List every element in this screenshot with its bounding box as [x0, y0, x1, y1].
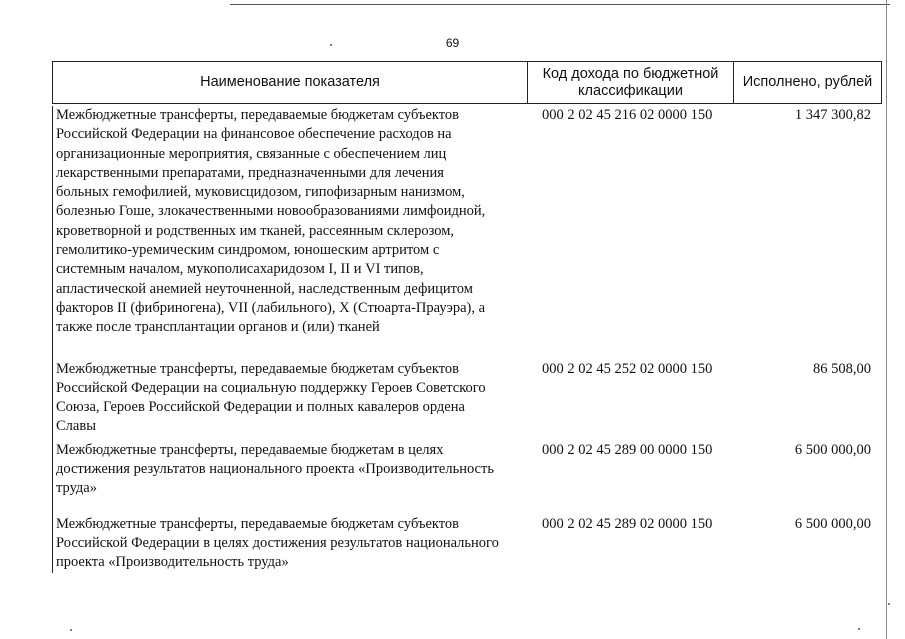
indicator-name-line: Славы — [56, 418, 96, 435]
table-header — [52, 61, 882, 104]
indicator-name-line: апластической анемией неуточненной, наследственным дефицитом — [56, 280, 473, 297]
indicator-name-line: Межбюджетные трансферты, передаваемые бюджетам в целях — [56, 441, 444, 458]
header-income-code: Код дохода по бюджетной классификации — [528, 62, 734, 103]
budget-table — [52, 61, 882, 573]
indicator-name-line: Российской Федерации в целях достижения результатов национального — [56, 534, 499, 551]
page-number: 69 — [445, 36, 460, 50]
scan-speck — [70, 629, 72, 631]
table-row — [53, 515, 882, 573]
table-body — [52, 106, 882, 573]
income-code-cell: 000 2 02 45 216 02 0000 150 — [542, 107, 713, 123]
table-row — [53, 441, 882, 499]
indicator-name-line: лекарственными препаратами, предназначенными для лечения — [56, 164, 444, 181]
scan-speck — [888, 603, 890, 605]
indicator-name-cell — [53, 106, 528, 338]
indicator-name-line: также после трансплантации органов и (или) тканей — [56, 319, 380, 336]
header-indicator-name: Наименование показателя — [53, 62, 528, 103]
indicator-name-line: труда» — [56, 480, 97, 497]
income-code-cell: 000 2 02 45 289 02 0000 150 — [542, 515, 713, 532]
scan-speck — [330, 44, 332, 46]
table-row — [53, 106, 882, 338]
indicator-name-line: гемолитико-уремическим синдромом, юношеским артритом с — [56, 242, 440, 259]
indicator-name-line: Российской Федерации на социальную поддержку Героев Советского — [56, 379, 486, 396]
header-executed-amount: Исполнено, рублей — [742, 74, 873, 90]
indicator-name-line: Российской Федерации на финансовое обеспечение расходов на — [56, 126, 452, 143]
indicator-name-cell — [53, 441, 528, 499]
executed-amount-cell: 1 347 300,82 — [794, 107, 871, 123]
indicator-name-line: больных гемофилией, муковисцидозом, гипофизарным нанизмом, — [56, 184, 465, 201]
executed-amount-cell: 6 500 000,00 — [794, 515, 871, 532]
scan-border-right — [886, 0, 887, 639]
scan-speck — [858, 628, 860, 630]
indicator-name-line: проекта «Производительность труда» — [56, 554, 289, 571]
executed-amount-cell: 86 508,00 — [813, 360, 871, 377]
executed-amount-cell: 6 500 000,00 — [794, 441, 871, 458]
indicator-name-line: Межбюджетные трансферты, передаваемые бюджетам субъектов — [56, 515, 459, 532]
indicator-name-line: достижения результатов национального проекта «Производительность — [56, 461, 494, 478]
indicator-name-line: кроветворной и родственных им тканей, рассеянным склерозом, — [56, 222, 455, 239]
indicator-name-cell — [53, 360, 528, 437]
income-code-cell: 000 2 02 45 252 02 0000 150 — [542, 360, 713, 377]
indicator-name-line: организационные мероприятия, связанные с обеспечением лиц — [56, 145, 447, 162]
indicator-name-line: факторов II (фибриногена), VII (лабильного), X (Стюарта-Прауэра), а — [56, 299, 486, 316]
scan-border-top — [230, 4, 890, 5]
table-row — [53, 360, 882, 437]
indicator-name-line: Межбюджетные трансферты, передаваемые бюджетам субъектов — [56, 360, 459, 377]
income-code-cell: 000 2 02 45 289 00 0000 150 — [542, 441, 713, 458]
indicator-name-line: Союза, Героев Российской Федерации и полных кавалеров ордена — [56, 399, 465, 416]
indicator-name-line: системным началом, мукополисахаридозом I, II и VI типов, — [56, 261, 424, 278]
indicator-name-line: болезнью Гоше, злокачественными новообразованиями лимфоидной, — [56, 203, 486, 220]
indicator-name-cell — [53, 515, 528, 573]
indicator-name-line: Межбюджетные трансферты, передаваемые бюджетам субъектов — [56, 107, 459, 123]
